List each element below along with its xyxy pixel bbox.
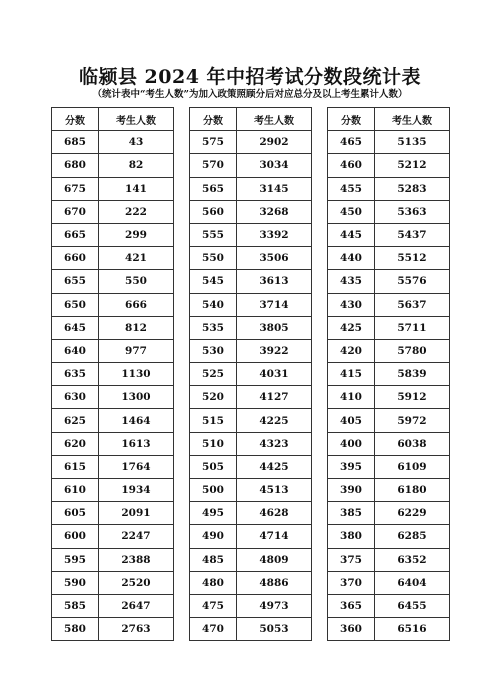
count-cell: 82 <box>99 154 174 177</box>
count-cell: 1934 <box>99 479 174 502</box>
table-row <box>328 386 450 409</box>
score-cell: 670 <box>52 200 99 223</box>
count-cell: 6038 <box>375 432 450 455</box>
page-subtitle: （统计表中“考生人数”为加入政策照顾分后对应总分及以上考生累计人数） <box>92 89 408 100</box>
score-cell: 540 <box>190 293 237 316</box>
count-header: 考生人数 <box>375 108 450 131</box>
count-cell: 6229 <box>375 502 450 525</box>
count-header: 考生人数 <box>237 108 312 131</box>
table-row <box>52 386 174 409</box>
count-cell: 2247 <box>99 525 174 548</box>
score-cell: 480 <box>190 571 237 594</box>
count-cell: 1613 <box>99 432 174 455</box>
count-cell: 5711 <box>375 316 450 339</box>
table-row <box>52 571 174 594</box>
score-cell: 505 <box>190 455 237 478</box>
score-cell: 495 <box>190 502 237 525</box>
score-cell: 370 <box>328 571 375 594</box>
score-cell: 450 <box>328 200 375 223</box>
score-cell: 460 <box>328 154 375 177</box>
count-cell: 666 <box>99 293 174 316</box>
count-cell: 141 <box>99 177 174 200</box>
score-cell: 465 <box>328 131 375 154</box>
count-cell: 4886 <box>237 571 312 594</box>
score-table-1 <box>51 107 174 641</box>
count-cell: 2520 <box>99 571 174 594</box>
table-header-row <box>52 108 174 131</box>
table-row <box>52 293 174 316</box>
score-cell: 375 <box>328 548 375 571</box>
count-cell: 3034 <box>237 154 312 177</box>
count-cell: 1464 <box>99 409 174 432</box>
table-row <box>328 339 450 362</box>
table-row <box>52 432 174 455</box>
count-cell: 6455 <box>375 594 450 617</box>
score-cell: 485 <box>190 548 237 571</box>
table-row <box>52 247 174 270</box>
table-row <box>52 548 174 571</box>
table-row <box>328 177 450 200</box>
score-cell: 555 <box>190 223 237 246</box>
table-row <box>328 618 450 641</box>
table-row <box>190 200 312 223</box>
table-row <box>328 270 450 293</box>
score-cell: 595 <box>52 548 99 571</box>
table-row <box>190 409 312 432</box>
score-cell: 510 <box>190 432 237 455</box>
table-row <box>190 316 312 339</box>
score-cell: 445 <box>328 223 375 246</box>
count-header: 考生人数 <box>99 108 174 131</box>
score-header: 分数 <box>190 108 237 131</box>
table-row <box>328 594 450 617</box>
score-cell: 365 <box>328 594 375 617</box>
score-cell: 520 <box>190 386 237 409</box>
count-cell: 5780 <box>375 339 450 362</box>
score-cell: 570 <box>190 154 237 177</box>
count-cell: 4031 <box>237 363 312 386</box>
table-row <box>52 455 174 478</box>
table-row <box>328 409 450 432</box>
score-cell: 430 <box>328 293 375 316</box>
score-cell: 400 <box>328 432 375 455</box>
score-cell: 380 <box>328 525 375 548</box>
table-row <box>190 247 312 270</box>
score-cell: 545 <box>190 270 237 293</box>
table-row <box>328 363 450 386</box>
score-cell: 605 <box>52 502 99 525</box>
count-cell: 6180 <box>375 479 450 502</box>
score-cell: 645 <box>52 316 99 339</box>
table-row <box>328 525 450 548</box>
table-row <box>190 386 312 409</box>
score-cell: 530 <box>190 339 237 362</box>
count-cell: 2763 <box>99 618 174 641</box>
page-title: 临颍县 2024 年中招考试分数段统计表 <box>78 66 422 88</box>
score-cell: 655 <box>52 270 99 293</box>
score-cell: 565 <box>190 177 237 200</box>
count-cell: 4513 <box>237 479 312 502</box>
table-row <box>52 409 174 432</box>
count-cell: 3392 <box>237 223 312 246</box>
table-row <box>328 571 450 594</box>
table-row <box>52 177 174 200</box>
count-cell: 3613 <box>237 270 312 293</box>
count-cell: 1764 <box>99 455 174 478</box>
count-cell: 5053 <box>237 618 312 641</box>
table-row <box>52 363 174 386</box>
count-cell: 6516 <box>375 618 450 641</box>
table-row <box>328 223 450 246</box>
table-row <box>190 339 312 362</box>
count-cell: 5972 <box>375 409 450 432</box>
score-cell: 455 <box>328 177 375 200</box>
table-row <box>328 432 450 455</box>
score-cell: 590 <box>52 571 99 594</box>
count-cell: 3714 <box>237 293 312 316</box>
count-cell: 43 <box>99 131 174 154</box>
count-cell: 2091 <box>99 502 174 525</box>
count-cell: 3805 <box>237 316 312 339</box>
score-cell: 640 <box>52 339 99 362</box>
count-cell: 3922 <box>237 339 312 362</box>
table-row <box>190 177 312 200</box>
table-row <box>190 293 312 316</box>
table-row <box>190 223 312 246</box>
score-cell: 625 <box>52 409 99 432</box>
table-row <box>328 154 450 177</box>
table-row <box>328 293 450 316</box>
score-header: 分数 <box>52 108 99 131</box>
table-row <box>190 455 312 478</box>
score-cell: 585 <box>52 594 99 617</box>
count-cell: 4127 <box>237 386 312 409</box>
count-cell: 5839 <box>375 363 450 386</box>
table-row <box>328 479 450 502</box>
score-cell: 630 <box>52 386 99 409</box>
score-cell: 660 <box>52 247 99 270</box>
table-row <box>52 594 174 617</box>
count-cell: 977 <box>99 339 174 362</box>
count-cell: 3268 <box>237 200 312 223</box>
table-row <box>52 525 174 548</box>
table-row <box>190 571 312 594</box>
count-cell: 5576 <box>375 270 450 293</box>
count-cell: 1300 <box>99 386 174 409</box>
table-row <box>52 479 174 502</box>
count-cell: 421 <box>99 247 174 270</box>
count-cell: 812 <box>99 316 174 339</box>
table-row <box>328 247 450 270</box>
score-table-2 <box>189 107 312 641</box>
score-cell: 360 <box>328 618 375 641</box>
score-table-3 <box>327 107 450 641</box>
table-row <box>190 432 312 455</box>
table-row <box>190 154 312 177</box>
score-header: 分数 <box>328 108 375 131</box>
count-cell: 6285 <box>375 525 450 548</box>
table-row <box>328 200 450 223</box>
table-row <box>190 270 312 293</box>
count-cell: 3506 <box>237 247 312 270</box>
score-cell: 475 <box>190 594 237 617</box>
table-row <box>52 223 174 246</box>
score-cell: 600 <box>52 525 99 548</box>
count-cell: 5637 <box>375 293 450 316</box>
score-cell: 685 <box>52 131 99 154</box>
table-row <box>52 316 174 339</box>
count-cell: 4425 <box>237 455 312 478</box>
table-row <box>190 131 312 154</box>
score-cell: 650 <box>52 293 99 316</box>
table-header-row <box>328 108 450 131</box>
table-row <box>190 363 312 386</box>
score-cell: 500 <box>190 479 237 502</box>
score-cell: 435 <box>328 270 375 293</box>
count-cell: 5512 <box>375 247 450 270</box>
score-cell: 615 <box>52 455 99 478</box>
score-cell: 490 <box>190 525 237 548</box>
table-row <box>190 502 312 525</box>
count-cell: 5135 <box>375 131 450 154</box>
table-row <box>190 479 312 502</box>
score-cell: 425 <box>328 316 375 339</box>
count-cell: 5363 <box>375 200 450 223</box>
count-cell: 5437 <box>375 223 450 246</box>
count-cell: 1130 <box>99 363 174 386</box>
table-row <box>328 502 450 525</box>
count-cell: 5212 <box>375 154 450 177</box>
score-cell: 535 <box>190 316 237 339</box>
count-cell: 2647 <box>99 594 174 617</box>
table-row <box>190 525 312 548</box>
table-row <box>328 455 450 478</box>
score-cell: 620 <box>52 432 99 455</box>
score-cell: 665 <box>52 223 99 246</box>
score-cell: 385 <box>328 502 375 525</box>
score-cell: 390 <box>328 479 375 502</box>
table-row <box>52 502 174 525</box>
score-cell: 410 <box>328 386 375 409</box>
score-cell: 580 <box>52 618 99 641</box>
count-cell: 550 <box>99 270 174 293</box>
table-row <box>328 316 450 339</box>
count-cell: 6352 <box>375 548 450 571</box>
count-cell: 6404 <box>375 571 450 594</box>
table-row <box>190 618 312 641</box>
count-cell: 222 <box>99 200 174 223</box>
table-row <box>52 154 174 177</box>
table-row <box>328 131 450 154</box>
score-cell: 635 <box>52 363 99 386</box>
table-row <box>190 594 312 617</box>
table-row <box>52 270 174 293</box>
count-cell: 6109 <box>375 455 450 478</box>
score-cell: 560 <box>190 200 237 223</box>
score-cell: 515 <box>190 409 237 432</box>
table-row <box>52 200 174 223</box>
score-cell: 395 <box>328 455 375 478</box>
count-cell: 299 <box>99 223 174 246</box>
count-cell: 4225 <box>237 409 312 432</box>
table-row <box>328 548 450 571</box>
score-cell: 405 <box>328 409 375 432</box>
score-cell: 525 <box>190 363 237 386</box>
score-cell: 675 <box>52 177 99 200</box>
score-cell: 415 <box>328 363 375 386</box>
score-cell: 420 <box>328 339 375 362</box>
count-cell: 5912 <box>375 386 450 409</box>
count-cell: 4628 <box>237 502 312 525</box>
score-cell: 470 <box>190 618 237 641</box>
count-cell: 3145 <box>237 177 312 200</box>
score-cell: 440 <box>328 247 375 270</box>
table-row <box>52 131 174 154</box>
count-cell: 5283 <box>375 177 450 200</box>
score-cell: 550 <box>190 247 237 270</box>
score-cell: 575 <box>190 131 237 154</box>
count-cell: 4809 <box>237 548 312 571</box>
count-cell: 4714 <box>237 525 312 548</box>
table-row <box>190 548 312 571</box>
score-cell: 610 <box>52 479 99 502</box>
count-cell: 2388 <box>99 548 174 571</box>
table-row <box>52 618 174 641</box>
table-header-row <box>190 108 312 131</box>
count-cell: 4323 <box>237 432 312 455</box>
count-cell: 2902 <box>237 131 312 154</box>
count-cell: 4973 <box>237 594 312 617</box>
table-row <box>52 339 174 362</box>
score-cell: 680 <box>52 154 99 177</box>
